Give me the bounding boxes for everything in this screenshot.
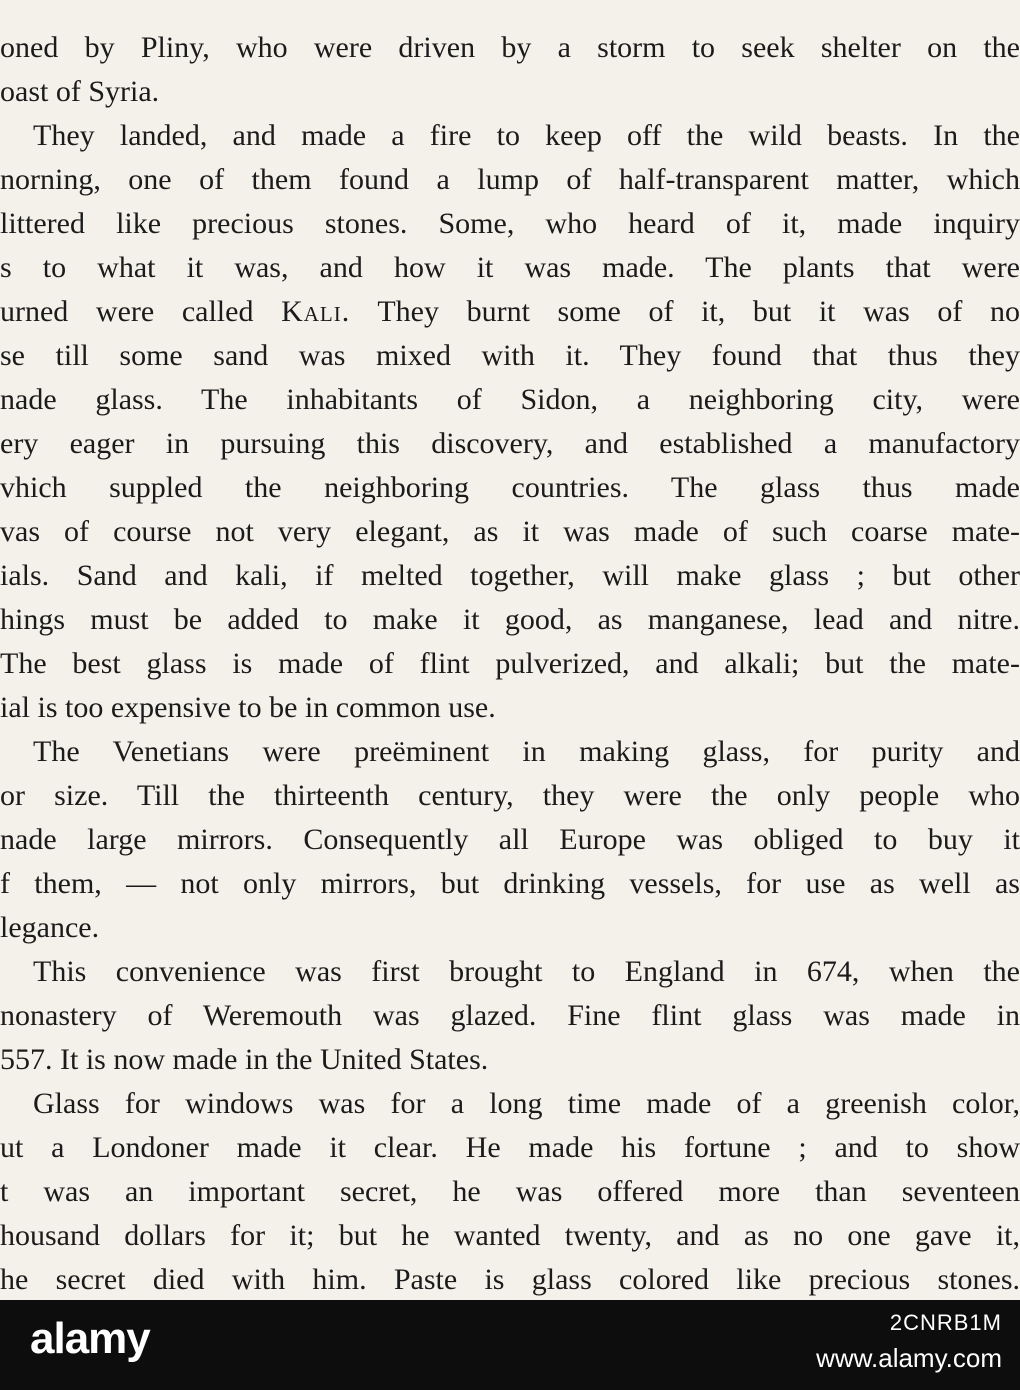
- text-line: t was an important secret, he was offered more than seventeen: [0, 1175, 1020, 1208]
- paragraph-start-line: This convenience was first brought to England in 674, when the: [33, 955, 1020, 988]
- text-line: nonastery of Weremouth was glazed. Fine flint glass was made in: [0, 999, 1020, 1032]
- alamy-logo: alamy: [30, 1314, 150, 1363]
- text-line: nade glass. The inhabitants of Sidon, a neighboring city, were: [0, 383, 1020, 416]
- text-line: ut a Londoner made it clear. He made his fortune ; and to show: [0, 1131, 1020, 1164]
- paragraph-start-line: Glass for windows was for a long time made of a greenish color,: [33, 1087, 1020, 1120]
- image-id: 2CNRB1M: [889, 1310, 1002, 1335]
- text-segment: urned were called: [0, 295, 282, 328]
- text-line: vhich suppled the neighboring countries. The glass thus made: [0, 471, 1020, 504]
- text-line: vas of course not very elegant, as it was made of such coarse mate-: [0, 515, 1020, 548]
- text-line: hings must be added to make it good, as manganese, lead and nitre.: [0, 603, 1020, 636]
- text-line: se till some sand was mixed with it. They found that thus they: [0, 339, 1020, 372]
- watermark-url: www.alamy.com: [816, 1343, 1002, 1373]
- paragraph-start-line: The Venetians were preëminent in making glass, for purity and: [33, 735, 1020, 768]
- paragraph-start-line: They landed, and made a fire to keep off the wild beasts. In the: [33, 119, 1020, 152]
- text-line: housand dollars for it; but he wanted twenty, and as no one gave it,: [0, 1219, 1020, 1252]
- watermark-info: [816, 1308, 1002, 1378]
- small-caps-word: Kali.: [281, 295, 351, 328]
- text-line: nade large mirrors. Consequently all Europe was obliged to buy it: [0, 823, 1020, 856]
- text-line: oast of Syria.: [0, 75, 160, 108]
- text-line: ial is too expensive to be in common use.: [0, 691, 496, 724]
- text-line: or size. Till the thirteenth century, they were the only people who: [0, 779, 1020, 812]
- text-line: 557. It is now made in the United States.: [0, 1043, 489, 1076]
- text-line: norning, one of them found a lump of half-transparent matter, which: [0, 163, 1020, 196]
- text-line: The best glass is made of flint pulverized, and alkali; but the mate-: [0, 647, 1020, 680]
- text-line: s to what it was, and how it was made. The plants that were: [0, 251, 1020, 284]
- text-line: ery eager in pursuing this discovery, and established a manufactory: [0, 427, 1020, 460]
- text-line: littered like precious stones. Some, who heard of it, made inquiry: [0, 207, 1020, 240]
- text-line: oned by Pliny, who were driven by a storm to seek shelter on the: [0, 31, 1020, 64]
- text-line: he secret died with him. Paste is glass colored like precious stones.: [0, 1263, 1020, 1296]
- stock-watermark-bar: [0, 1300, 1020, 1390]
- text-line: legance.: [0, 911, 100, 944]
- text-line: [0, 290, 1020, 334]
- text-segment: They burnt some of it, but it was of no: [350, 295, 1020, 328]
- text-line: f them, — not only mirrors, but drinking vessels, for use as well as: [0, 867, 1020, 900]
- text-line: ials. Sand and kali, if melted together, will make glass ; but other: [0, 559, 1020, 592]
